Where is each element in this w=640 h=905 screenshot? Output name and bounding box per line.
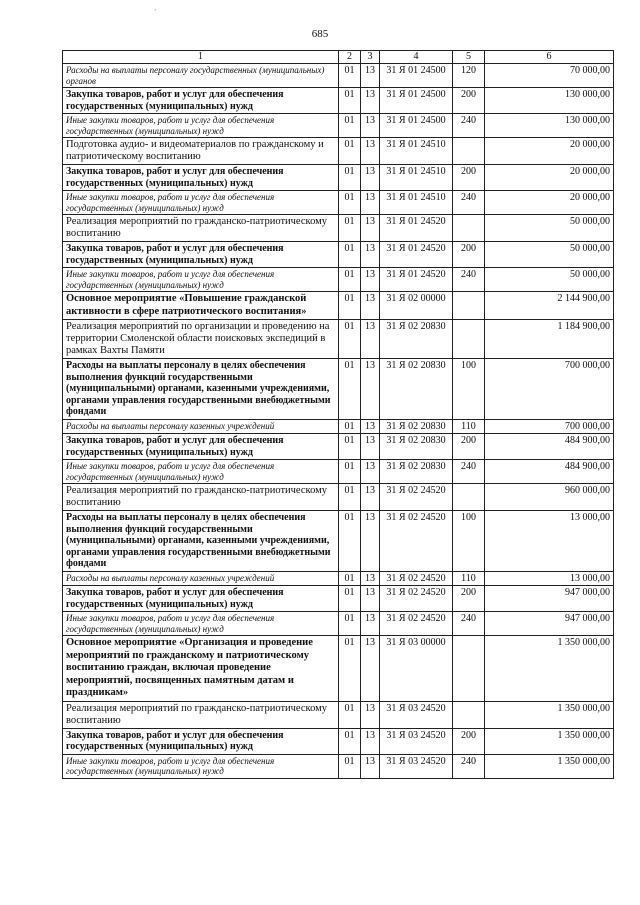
row-subsection: 13 bbox=[361, 419, 380, 434]
row-amount: 947 000,00 bbox=[485, 586, 614, 612]
row-name: Основное мероприятие «Повышение гражданской активности в сфере патриотического воспитания» bbox=[63, 292, 339, 320]
table-body bbox=[63, 64, 614, 779]
row-subsection: 13 bbox=[361, 165, 380, 191]
table-row bbox=[63, 64, 614, 88]
row-target-code: 31 Я 03 24520 bbox=[380, 701, 453, 728]
row-expense-type bbox=[453, 701, 485, 728]
row-amount: 1 350 000,00 bbox=[485, 701, 614, 728]
row-name: Закупка товаров, работ и услуг для обеспечения государственных (муниципальных) нужд bbox=[63, 728, 339, 754]
row-amount: 960 000,00 bbox=[485, 484, 614, 511]
row-section: 01 bbox=[339, 165, 361, 191]
row-target-code: 31 Я 02 20830 bbox=[380, 359, 453, 420]
row-subsection: 13 bbox=[361, 114, 380, 138]
row-amount: 700 000,00 bbox=[485, 359, 614, 420]
table-row bbox=[63, 292, 614, 320]
row-expense-type: 240 bbox=[453, 268, 485, 292]
row-expense-type: 240 bbox=[453, 460, 485, 484]
row-subsection: 13 bbox=[361, 138, 380, 165]
row-target-code: 31 Я 01 24520 bbox=[380, 242, 453, 268]
row-amount: 1 184 900,00 bbox=[485, 320, 614, 359]
table-row bbox=[63, 434, 614, 460]
row-name: Расходы на выплаты персоналу казенных учреждений bbox=[63, 571, 339, 586]
row-name: Реализация мероприятий по гражданско-патриотическому воспитанию bbox=[63, 484, 339, 511]
row-name: Закупка товаров, работ и услуг для обеспечения государственных (муниципальных) нужд bbox=[63, 88, 339, 114]
row-subsection: 13 bbox=[361, 292, 380, 320]
row-subsection: 13 bbox=[361, 460, 380, 484]
row-target-code: 31 Я 02 20830 bbox=[380, 460, 453, 484]
row-section: 01 bbox=[339, 586, 361, 612]
table-row bbox=[63, 586, 614, 612]
row-target-code: 31 Я 03 24520 bbox=[380, 728, 453, 754]
table-row bbox=[63, 754, 614, 778]
table-row bbox=[63, 165, 614, 191]
row-amount: 20 000,00 bbox=[485, 138, 614, 165]
table-row bbox=[63, 419, 614, 434]
table-row bbox=[63, 114, 614, 138]
table-row bbox=[63, 571, 614, 586]
header-col-6: 6 bbox=[485, 51, 614, 64]
row-section: 01 bbox=[339, 292, 361, 320]
row-name: Расходы на выплаты персоналу в целях обеспечения выполнения функций государственными (муниципальными) органами, казенными учреждениями, органами управления государственными внебюджетными фондами bbox=[63, 511, 339, 572]
row-section: 01 bbox=[339, 138, 361, 165]
table-row bbox=[63, 636, 614, 702]
row-expense-type: 110 bbox=[453, 419, 485, 434]
row-section: 01 bbox=[339, 242, 361, 268]
table-row bbox=[63, 138, 614, 165]
row-expense-type: 200 bbox=[453, 728, 485, 754]
row-expense-type: 110 bbox=[453, 571, 485, 586]
row-amount: 130 000,00 bbox=[485, 88, 614, 114]
row-expense-type: 240 bbox=[453, 191, 485, 215]
row-name: Закупка товаров, работ и услуг для обеспечения государственных (муниципальных) нужд bbox=[63, 165, 339, 191]
row-amount: 70 000,00 bbox=[485, 64, 614, 88]
row-amount: 484 900,00 bbox=[485, 434, 614, 460]
row-amount: 50 000,00 bbox=[485, 215, 614, 242]
row-target-code: 31 Я 01 24510 bbox=[380, 165, 453, 191]
row-section: 01 bbox=[339, 728, 361, 754]
row-section: 01 bbox=[339, 64, 361, 88]
row-target-code: 31 Я 01 24500 bbox=[380, 114, 453, 138]
row-target-code: 31 Я 02 20830 bbox=[380, 419, 453, 434]
row-expense-type bbox=[453, 484, 485, 511]
row-name: Иные закупки товаров, работ и услуг для обеспечения государственных (муниципальных) нужд bbox=[63, 114, 339, 138]
row-section: 01 bbox=[339, 359, 361, 420]
row-section: 01 bbox=[339, 636, 361, 702]
table-row bbox=[63, 242, 614, 268]
table-row bbox=[63, 484, 614, 511]
row-expense-type: 200 bbox=[453, 165, 485, 191]
row-amount: 20 000,00 bbox=[485, 191, 614, 215]
row-name: Основное мероприятие «Организация и проведение мероприятий по гражданскому и патриотическому воспитанию граждан, включая проведение мероприятий, посвященных памятным датам и праздникам» bbox=[63, 636, 339, 702]
row-name: Расходы на выплаты персоналу в целях обеспечения выполнения функций государственными (муниципальными) органами, казенными учреждениями, органами управления государственными внебюджетными фондами bbox=[63, 359, 339, 420]
header-row bbox=[63, 51, 614, 64]
row-section: 01 bbox=[339, 268, 361, 292]
row-section: 01 bbox=[339, 434, 361, 460]
table-row bbox=[63, 359, 614, 420]
row-subsection: 13 bbox=[361, 88, 380, 114]
row-target-code: 31 Я 01 24510 bbox=[380, 138, 453, 165]
row-section: 01 bbox=[339, 612, 361, 636]
table-row bbox=[63, 728, 614, 754]
row-section: 01 bbox=[339, 460, 361, 484]
row-target-code: 31 Я 02 24520 bbox=[380, 612, 453, 636]
row-subsection: 13 bbox=[361, 636, 380, 702]
row-name: Закупка товаров, работ и услуг для обеспечения государственных (муниципальных) нужд bbox=[63, 242, 339, 268]
row-section: 01 bbox=[339, 191, 361, 215]
row-expense-type: 120 bbox=[453, 64, 485, 88]
row-expense-type: 100 bbox=[453, 511, 485, 572]
row-subsection: 13 bbox=[361, 242, 380, 268]
row-target-code: 31 Я 01 24520 bbox=[380, 268, 453, 292]
row-subsection: 13 bbox=[361, 484, 380, 511]
row-subsection: 13 bbox=[361, 586, 380, 612]
table-row bbox=[63, 701, 614, 728]
row-amount: 50 000,00 bbox=[485, 268, 614, 292]
row-section: 01 bbox=[339, 114, 361, 138]
table-row bbox=[63, 88, 614, 114]
row-expense-type: 200 bbox=[453, 242, 485, 268]
row-expense-type: 240 bbox=[453, 114, 485, 138]
row-name: Реализация мероприятий по организации и проведению на территории Смоленской области поисковых экспедиций в рамках Вахты Памяти bbox=[63, 320, 339, 359]
row-expense-type bbox=[453, 138, 485, 165]
row-section: 01 bbox=[339, 571, 361, 586]
row-amount: 1 350 000,00 bbox=[485, 754, 614, 778]
row-amount: 130 000,00 bbox=[485, 114, 614, 138]
table-row bbox=[63, 460, 614, 484]
row-subsection: 13 bbox=[361, 728, 380, 754]
row-expense-type: 200 bbox=[453, 88, 485, 114]
table-row bbox=[63, 612, 614, 636]
row-section: 01 bbox=[339, 484, 361, 511]
row-subsection: 13 bbox=[361, 268, 380, 292]
row-amount: 484 900,00 bbox=[485, 460, 614, 484]
budget-table bbox=[62, 50, 614, 779]
row-subsection: 13 bbox=[361, 320, 380, 359]
row-name: Иные закупки товаров, работ и услуг для обеспечения государственных (муниципальных) нужд bbox=[63, 460, 339, 484]
row-target-code: 31 Я 03 00000 bbox=[380, 636, 453, 702]
row-name: Иные закупки товаров, работ и услуг для обеспечения государственных (муниципальных) нужд bbox=[63, 268, 339, 292]
row-subsection: 13 bbox=[361, 191, 380, 215]
row-section: 01 bbox=[339, 215, 361, 242]
header-col-1: 1 bbox=[63, 51, 339, 64]
row-subsection: 13 bbox=[361, 64, 380, 88]
row-subsection: 13 bbox=[361, 215, 380, 242]
row-expense-type: 100 bbox=[453, 359, 485, 420]
row-name: Реализация мероприятий по гражданско-патриотическому воспитанию bbox=[63, 215, 339, 242]
row-section: 01 bbox=[339, 511, 361, 572]
row-subsection: 13 bbox=[361, 434, 380, 460]
table-row bbox=[63, 191, 614, 215]
row-amount: 2 144 900,00 bbox=[485, 292, 614, 320]
row-amount: 13 000,00 bbox=[485, 571, 614, 586]
row-amount: 700 000,00 bbox=[485, 419, 614, 434]
row-target-code: 31 Я 02 24520 bbox=[380, 586, 453, 612]
row-section: 01 bbox=[339, 701, 361, 728]
row-name: Иные закупки товаров, работ и услуг для обеспечения государственных (муниципальных) нужд bbox=[63, 612, 339, 636]
row-name: Расходы на выплаты персоналу казенных учреждений bbox=[63, 419, 339, 434]
row-target-code: 31 Я 03 24520 bbox=[380, 754, 453, 778]
row-name: Подготовка аудио- и видеоматериалов по гражданскому и патриотическому воспитанию bbox=[63, 138, 339, 165]
row-target-code: 31 Я 01 24520 bbox=[380, 215, 453, 242]
header-col-3: 3 bbox=[361, 51, 380, 64]
row-section: 01 bbox=[339, 754, 361, 778]
row-amount: 20 000,00 bbox=[485, 165, 614, 191]
row-section: 01 bbox=[339, 320, 361, 359]
row-subsection: 13 bbox=[361, 701, 380, 728]
row-target-code: 31 Я 01 24500 bbox=[380, 64, 453, 88]
row-target-code: 31 Я 01 24510 bbox=[380, 191, 453, 215]
row-target-code: 31 Я 02 20830 bbox=[380, 320, 453, 359]
row-name: Иные закупки товаров, работ и услуг для обеспечения государственных (муниципальных) нужд bbox=[63, 754, 339, 778]
row-section: 01 bbox=[339, 419, 361, 434]
row-expense-type bbox=[453, 292, 485, 320]
row-target-code: 31 Я 02 24520 bbox=[380, 484, 453, 511]
row-amount: 1 350 000,00 bbox=[485, 728, 614, 754]
row-amount: 50 000,00 bbox=[485, 242, 614, 268]
table-row bbox=[63, 511, 614, 572]
row-name: Расходы на выплаты персоналу государственных (муниципальных) органов bbox=[63, 64, 339, 88]
row-expense-type bbox=[453, 320, 485, 359]
row-name: Закупка товаров, работ и услуг для обеспечения государственных (муниципальных) нужд bbox=[63, 434, 339, 460]
row-subsection: 13 bbox=[361, 612, 380, 636]
table-row bbox=[63, 320, 614, 359]
row-amount: 13 000,00 bbox=[485, 511, 614, 572]
row-expense-type: 240 bbox=[453, 754, 485, 778]
row-target-code: 31 Я 02 24520 bbox=[380, 511, 453, 572]
row-expense-type bbox=[453, 636, 485, 702]
row-expense-type: 200 bbox=[453, 586, 485, 612]
header-col-5: 5 bbox=[453, 51, 485, 64]
row-subsection: 13 bbox=[361, 359, 380, 420]
row-subsection: 13 bbox=[361, 571, 380, 586]
header-col-2: 2 bbox=[339, 51, 361, 64]
scan-mark: ` bbox=[154, 8, 157, 17]
row-amount: 1 350 000,00 bbox=[485, 636, 614, 702]
row-target-code: 31 Я 01 24500 bbox=[380, 88, 453, 114]
row-target-code: 31 Я 02 20830 bbox=[380, 434, 453, 460]
row-subsection: 13 bbox=[361, 511, 380, 572]
row-expense-type: 200 bbox=[453, 434, 485, 460]
row-target-code: 31 Я 02 00000 bbox=[380, 292, 453, 320]
row-section: 01 bbox=[339, 88, 361, 114]
row-expense-type: 240 bbox=[453, 612, 485, 636]
row-amount: 947 000,00 bbox=[485, 612, 614, 636]
row-subsection: 13 bbox=[361, 754, 380, 778]
row-name: Реализация мероприятий по гражданско-патриотическому воспитанию bbox=[63, 701, 339, 728]
row-target-code: 31 Я 02 24520 bbox=[380, 571, 453, 586]
row-name: Закупка товаров, работ и услуг для обеспечения государственных (муниципальных) нужд bbox=[63, 586, 339, 612]
row-expense-type bbox=[453, 215, 485, 242]
table-row bbox=[63, 215, 614, 242]
header-col-4: 4 bbox=[380, 51, 453, 64]
table-row bbox=[63, 268, 614, 292]
row-name: Иные закупки товаров, работ и услуг для обеспечения государственных (муниципальных) нужд bbox=[63, 191, 339, 215]
page-number: 685 bbox=[311, 28, 329, 40]
